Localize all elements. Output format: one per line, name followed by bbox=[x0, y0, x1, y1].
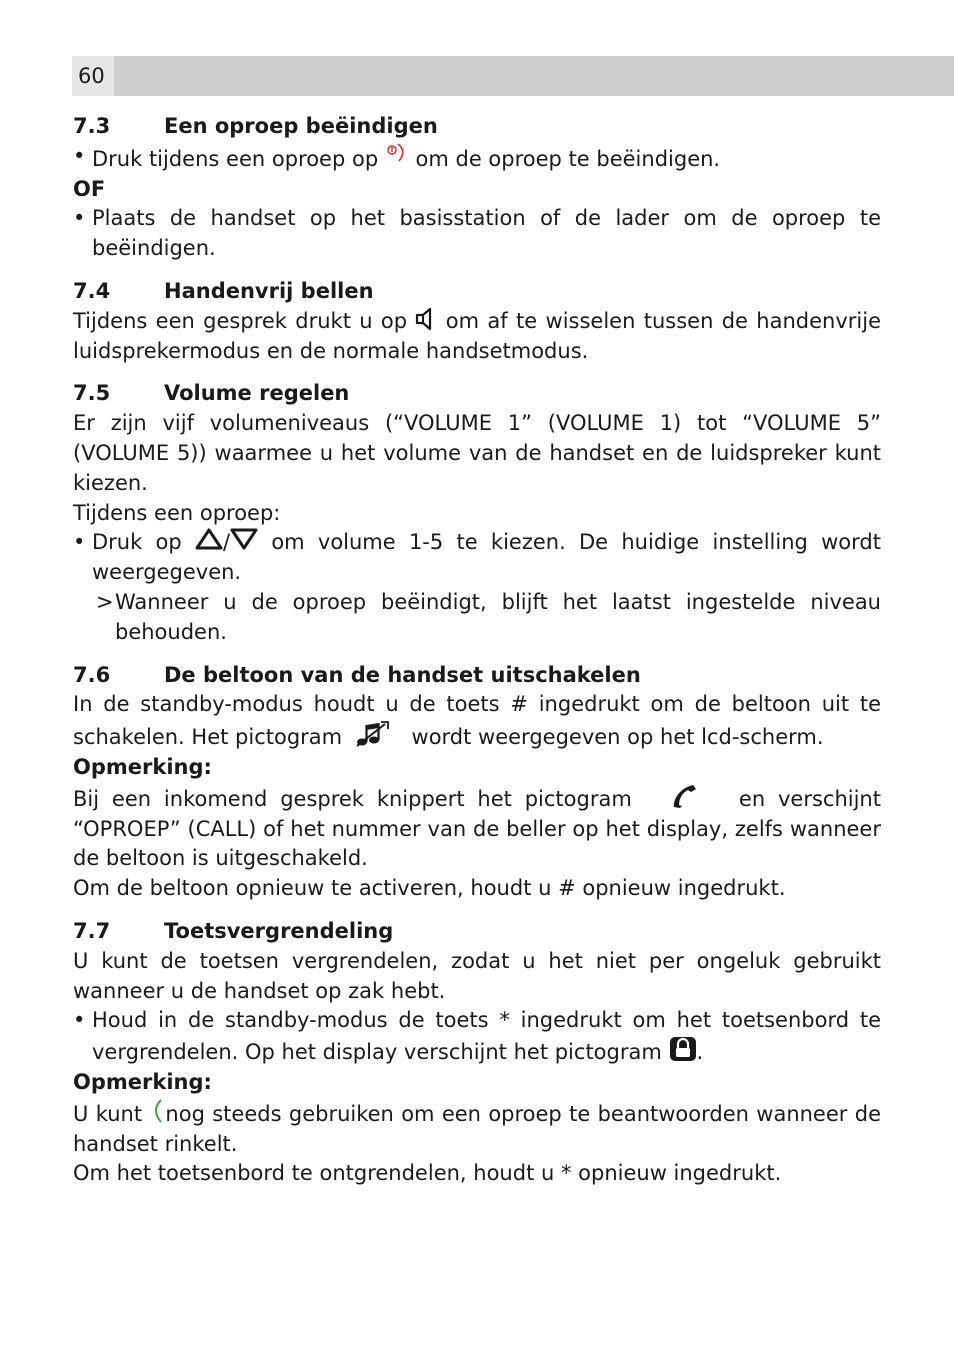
section-title: De beltoon van de handset uitschakelen bbox=[164, 662, 641, 687]
phone-icon bbox=[670, 783, 700, 809]
text: Houd in de standby-modus de toets * ingedrukt om het toetsenbord te vergrendelen. Op het display verschijnt het pictogram bbox=[92, 1008, 881, 1065]
text: om af te wisselen tussen de handenvrije luidsprekermodus en de normale handsetmodus. bbox=[73, 308, 881, 363]
section-7-7 bbox=[73, 917, 881, 1189]
text: Tijdens een gesprek drukt u op bbox=[73, 308, 408, 333]
speaker-icon bbox=[415, 307, 437, 331]
end-call-icon bbox=[385, 142, 409, 168]
section-heading bbox=[73, 661, 881, 691]
page-number: 60 bbox=[72, 56, 114, 96]
separator: / bbox=[222, 530, 231, 555]
list-item bbox=[73, 1006, 881, 1068]
paragraph: U kunt de toetsen vergrendelen, zodat u het niet per ongeluk gebruikt wanneer u de handset op zak hebt. bbox=[73, 948, 881, 1003]
section-number: 7.4 bbox=[73, 278, 111, 303]
section-7-5 bbox=[73, 379, 881, 647]
section-number: 7.5 bbox=[73, 381, 111, 406]
list-item bbox=[73, 142, 881, 175]
text: In de standby-modus houdt u de toets # ingedrukt om de beltoon uit te schakelen. Het pictogram bbox=[73, 692, 881, 750]
text: Wanneer u de oproep beëindigt, blijft het laatst ingestelde niveau behouden. bbox=[115, 589, 881, 644]
text: nog steeds gebruiken om een oproep te beantwoorden wanneer de handset rinkelt. bbox=[73, 1101, 881, 1156]
section-heading bbox=[73, 379, 881, 409]
paragraph bbox=[73, 1098, 881, 1160]
bullet-marker: • bbox=[73, 530, 86, 555]
bullet-marker: • bbox=[73, 1008, 86, 1033]
section-heading bbox=[73, 112, 881, 142]
section-number: 7.3 bbox=[73, 114, 111, 138]
sub-list-item bbox=[73, 588, 881, 648]
down-triangle-icon bbox=[230, 528, 258, 550]
lock-icon bbox=[669, 1036, 697, 1062]
section-title: Een oproep beëindigen bbox=[164, 114, 438, 138]
text: wordt weergegeven op het lcd-scherm. bbox=[411, 725, 824, 750]
section-title: Toetsvergrendeling bbox=[164, 918, 394, 943]
or-label: OF bbox=[73, 176, 106, 201]
bullet-marker: • bbox=[73, 206, 86, 231]
ringer-off-icon bbox=[355, 720, 391, 748]
section-7-4 bbox=[73, 277, 881, 366]
list-item bbox=[73, 528, 881, 588]
text: om de oproep te beëindigen. bbox=[415, 146, 721, 171]
paragraph bbox=[73, 783, 881, 874]
bullet-marker: • bbox=[73, 143, 86, 168]
page-content bbox=[73, 112, 881, 1189]
text: Plaats de handset op het basisstation of de lader om de oproep te beëindigen. bbox=[92, 206, 881, 261]
paragraph bbox=[73, 690, 881, 753]
paragraph: Om het toetsenbord te ontgrendelen, houdt u * opnieuw ingedrukt. bbox=[73, 1161, 782, 1186]
section-heading bbox=[73, 277, 881, 307]
section-number: 7.6 bbox=[73, 662, 111, 687]
note-title: Opmerking: bbox=[73, 754, 212, 779]
text: U kunt bbox=[73, 1101, 143, 1126]
section-7-3 bbox=[73, 112, 881, 264]
sub-marker: > bbox=[96, 589, 114, 614]
text: Druk tijdens een oproep op bbox=[92, 146, 379, 171]
text: om volume 1-5 te kiezen. De huidige instelling wordt weergegeven. bbox=[92, 530, 881, 585]
section-heading bbox=[73, 917, 881, 947]
text: . bbox=[696, 1040, 704, 1065]
section-7-6 bbox=[73, 661, 881, 904]
paragraph: Er zijn vijf volumeniveaus (“VOLUME 1” (VOLUME 1) tot “VOLUME 5” (VOLUME 5)) waarmee u het volume van de handset en de luidspreker kunt kiezen. bbox=[73, 411, 881, 495]
paragraph bbox=[73, 307, 881, 367]
paragraph: Tijdens een oproep: bbox=[73, 500, 281, 525]
header-bar bbox=[72, 56, 954, 96]
section-title: Handenvrij bellen bbox=[164, 278, 374, 303]
text: en verschijnt “OPROEP” (CALL) of het nummer van de beller op het display, zelfs wanneer de beltoon is uitgeschakeld. bbox=[73, 786, 881, 871]
paragraph: Om de beltoon opnieuw te activeren, houdt u # opnieuw ingedrukt. bbox=[73, 876, 786, 901]
talk-key-icon bbox=[149, 1098, 165, 1124]
text: Druk op bbox=[92, 530, 182, 555]
up-triangle-icon bbox=[195, 528, 223, 550]
section-title: Volume regelen bbox=[164, 381, 350, 406]
note-title: Opmerking: bbox=[73, 1069, 212, 1094]
text: Bij een inkomend gesprek knippert het pictogram bbox=[73, 786, 632, 811]
list-item bbox=[73, 204, 881, 264]
section-number: 7.7 bbox=[73, 918, 111, 943]
